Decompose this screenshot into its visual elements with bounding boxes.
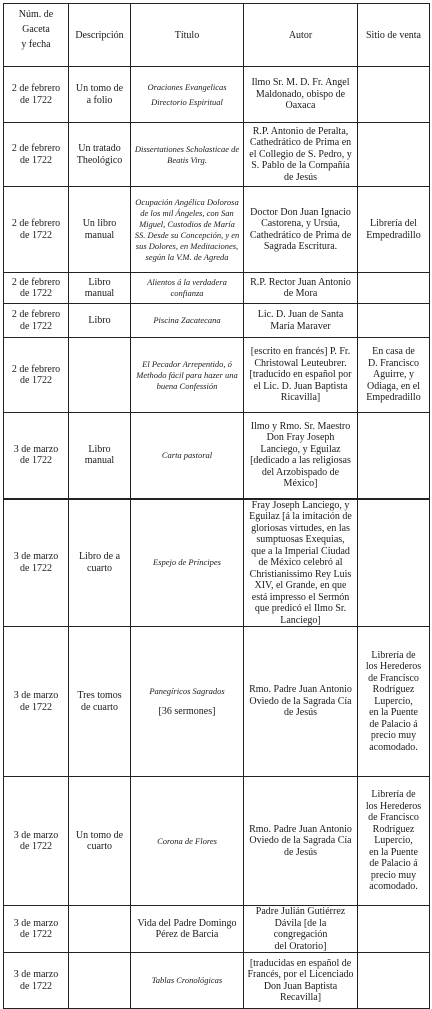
cell-description (69, 67, 131, 123)
table-row (4, 906, 430, 953)
cell-line: Cathedrático de Prima en (249, 137, 352, 149)
table-row (4, 187, 430, 273)
cell-date (4, 304, 69, 338)
cell-author (244, 304, 358, 338)
cell-line: Directorio Espiritual (151, 96, 223, 107)
cell-venue (358, 273, 430, 304)
cell-description (69, 906, 131, 953)
cell-line: Lic. D. Juan de Santa (257, 309, 344, 320)
cell-line: de los mil Ángeles, con San (140, 207, 234, 218)
cell-title (131, 304, 244, 338)
cell-line: de cuarto (81, 701, 118, 713)
cell-description (69, 627, 131, 777)
header-title: Título (131, 4, 244, 67)
cell-line: Dávila [de la congregación (273, 917, 328, 940)
cell-line: 2 de febrero (11, 309, 61, 320)
header-author: Autor (244, 4, 358, 67)
cell-author (244, 953, 358, 1009)
cell-line: Padre Julián Gutiérrez (255, 906, 346, 917)
cell-line: 2 de febrero (11, 276, 61, 288)
cell-line: María Maraver (270, 320, 331, 332)
cell-line: [escrito en francés] P. Fr. (250, 346, 351, 358)
cell-description (69, 953, 131, 1009)
cell-title (131, 953, 244, 1009)
cell-line: 3 de marzo (13, 443, 59, 455)
cell-line: S. Pablo de la Compañía (251, 160, 350, 172)
table-row (4, 304, 430, 338)
cell-date (4, 627, 69, 777)
cell-line: de 1722 (20, 929, 52, 940)
cell-title (131, 627, 244, 777)
cell-line: Ilmo Sr. M. D. Fr. Angel (251, 77, 350, 89)
cell-line: 2 de febrero (11, 363, 61, 375)
cell-line: Tablas Cronológicas (151, 975, 223, 985)
cell-line: cuarto (87, 841, 112, 852)
cell-line: Librería del (370, 218, 417, 229)
cell-line: D. Francisco (367, 357, 420, 369)
cell-line: Panegíricos Sagrados (149, 685, 225, 696)
cell-line: [dedicado a las religiosas (250, 455, 351, 467)
cell-line: acomodado. (369, 741, 418, 753)
cell-line: Christowal Leuteubrer. (254, 357, 347, 369)
header-date-line: y fecha (21, 39, 51, 50)
cell-line: Fray Joseph Lanciego, y (251, 499, 350, 511)
cell-author (244, 338, 358, 413)
cell-line: Lupercio, (374, 695, 413, 707)
cell-title (131, 777, 244, 906)
cell-title (131, 906, 244, 953)
cell-line: México] (283, 478, 318, 490)
cell-line: manual (84, 229, 115, 241)
cell-line: 2 de febrero (11, 143, 61, 154)
cell-author (244, 777, 358, 906)
cell-date (4, 413, 69, 499)
cell-line: Rmo. Padre Juan Antonio (249, 823, 352, 835)
cell-line: Christianissimo Rey Luis (249, 568, 352, 580)
cell-date (4, 123, 69, 187)
title-note: [36 sermones] (158, 705, 216, 717)
cell-line: Eguilaz [á la imitación de (249, 511, 352, 522)
cell-line: Un tomo de (75, 83, 124, 94)
cell-line: de 1722 (20, 154, 52, 166)
cell-line: Oviedo de la Sagrada Cía (249, 835, 352, 847)
cell-line: [traducidas en español de (249, 957, 352, 969)
header-date-line: Núm. de (18, 9, 54, 20)
cell-line: en la Puente (369, 707, 418, 719)
cell-line: 3 de marzo (13, 551, 59, 563)
cell-line: de Jesús (283, 846, 318, 858)
header-venue: Sitio de venta (358, 4, 430, 67)
cell-description (69, 123, 131, 187)
cell-line: los Herederos (365, 661, 422, 673)
cell-line: el Collegio de S. Pedro, y (249, 148, 352, 160)
cell-line: 3 de marzo (13, 690, 59, 701)
cell-line: Sagrada Escritura. (263, 241, 338, 252)
cell-line: de Francisco (368, 672, 419, 684)
cell-line: de 1722 (20, 980, 52, 992)
cell-title (131, 338, 244, 413)
table-row (4, 273, 430, 304)
cell-line: cuarto (87, 562, 112, 574)
table-row (4, 338, 430, 413)
cell-line: R.P. Rector Juan Antonio (250, 276, 351, 288)
cell-venue (358, 413, 430, 499)
cell-line: de México celebró al (258, 557, 343, 568)
cell-line: Empedradillo (366, 392, 421, 404)
cell-line: según la V.M. de Agreda (145, 251, 229, 262)
cell-line: Libro (88, 443, 111, 455)
cell-venue (358, 187, 430, 273)
cell-line: de 1722 (20, 375, 52, 386)
cell-line: de Mora (283, 288, 318, 299)
cell-line: Doctor Don Juan Ignacio (250, 206, 351, 218)
cell-author (244, 273, 358, 304)
cell-line: 3 de marzo (13, 917, 59, 929)
cell-author (244, 627, 358, 777)
cell-line: Oraciones Evangelicas (147, 81, 227, 92)
cell-description (69, 499, 131, 627)
cell-venue (358, 627, 430, 777)
cell-title (131, 123, 244, 187)
cell-line: de 1722 (20, 94, 52, 106)
cell-description (69, 338, 131, 413)
cell-date (4, 187, 69, 273)
cell-line: de Palacio á (369, 718, 418, 730)
cell-author (244, 499, 358, 627)
table-row (4, 499, 430, 627)
cell-line: Rodríguez (372, 684, 415, 696)
cell-line: que a la Imperial Ciudad (251, 545, 350, 557)
cell-line: Ocupación Angélica Dolorosa (135, 196, 239, 207)
cell-line: en la Puente (369, 846, 418, 858)
cell-line: Librería de (371, 649, 416, 661)
cell-line: SS. Desde su Concepción, y en (134, 229, 240, 240)
table-row (4, 953, 430, 1009)
cell-line: que predicó el Ilmo Sr. (254, 603, 347, 614)
table-row (4, 413, 430, 499)
cell-line: de 1722 (20, 841, 52, 852)
cell-line: precio muy (370, 730, 417, 742)
cell-author (244, 67, 358, 123)
cell-line: los Herederos (365, 800, 422, 812)
cell-line: Alientos á la verdadera (147, 277, 227, 287)
table-row (4, 627, 430, 777)
cell-venue (358, 953, 430, 1009)
cell-description (69, 187, 131, 273)
cell-line: Francés, por el Licenciado (247, 969, 354, 980)
cell-line: Libro (88, 314, 111, 326)
cell-line: de 1722 (20, 320, 52, 332)
cell-description (69, 413, 131, 499)
cell-line: Rmo. Padre Juan Antonio (249, 684, 352, 696)
header-date-line: Gaceta (22, 24, 50, 35)
cell-line: de Palacio á (369, 858, 418, 870)
cell-line: buena Confessión (156, 380, 218, 391)
cell-date (4, 499, 69, 627)
cell-author (244, 187, 358, 273)
cell-line: Un libro (82, 218, 117, 229)
cell-line: de 1722 (20, 288, 52, 299)
cell-venue (358, 338, 430, 413)
cell-line: Dissertationes Scholasticae de (134, 143, 240, 154)
cell-date (4, 953, 69, 1009)
cell-line: Maldonado, obispo de (255, 88, 346, 100)
cell-title (131, 187, 244, 273)
cell-line: el Lic. D. Juan Baptista (253, 380, 348, 392)
cell-line: sus Dolores, en Meditaciones, (135, 240, 239, 251)
cell-line: precio muy (370, 869, 417, 881)
cell-title (131, 273, 244, 304)
cell-line: está impresso el Sermón (251, 591, 350, 603)
cell-line: sumptuosas Exequias, (256, 534, 345, 545)
cell-author (244, 413, 358, 499)
cell-line: manual (84, 455, 115, 467)
cell-line: del Arzobispado de (261, 466, 340, 478)
cell-title (131, 499, 244, 627)
cell-description (69, 304, 131, 338)
cell-line: Libro (88, 276, 111, 288)
cell-line: Un tomo de (75, 829, 124, 841)
cell-line: 3 de marzo (13, 829, 59, 841)
cell-line: acomodado. (369, 881, 418, 893)
cell-line: Libro de a (78, 551, 121, 563)
cell-date (4, 777, 69, 906)
cell-line: Beatis Virg. (167, 154, 207, 165)
cell-author (244, 123, 358, 187)
table-body (4, 67, 430, 1009)
cell-line: manual (84, 288, 115, 299)
cell-line: Miguel, Custodios de María (139, 218, 235, 229)
cell-line: Theológico (76, 154, 123, 166)
cell-line: de 1722 (20, 229, 52, 241)
cell-line: Ilmo y Rmo. Sr. Maestro (250, 420, 351, 432)
cell-line: Piscina Zacatecana (153, 315, 221, 325)
cell-description (69, 777, 131, 906)
cell-venue (358, 304, 430, 338)
table-row (4, 67, 430, 123)
header-description: Descripción (69, 4, 131, 67)
cell-line: Lanciego] (280, 614, 321, 626)
cell-line: Empedradillo (366, 229, 421, 241)
cell-line: Oaxaca (285, 100, 316, 112)
cell-line: de Francisco (368, 812, 419, 824)
cell-line: Aguirre, y (372, 369, 415, 381)
cell-line: Don Juan Baptista (263, 980, 338, 992)
title-spacer (134, 697, 240, 706)
cell-venue (358, 67, 430, 123)
cell-line: [traducido en español por (249, 369, 352, 381)
cell-line: de 1722 (20, 455, 52, 467)
cell-line: Pérez de Barcia (155, 929, 219, 940)
cell-line: Don Fray Joseph (266, 432, 335, 444)
cell-venue (358, 906, 430, 953)
cell-title (131, 413, 244, 499)
cell-line: a folio (86, 94, 113, 106)
cell-line: Lanciego, y Eguilaz (260, 443, 341, 455)
cell-date (4, 67, 69, 123)
table-row (4, 777, 430, 906)
cell-line: Espejo de Príncipes (153, 557, 221, 568)
cell-author (244, 906, 358, 953)
cell-line: Carta pastoral (161, 449, 213, 460)
header-row (4, 4, 430, 67)
table-row (4, 123, 430, 187)
cell-line: Methodo fácil para hazer una (136, 369, 238, 380)
cell-line: XIV, el Grande, en que (254, 580, 347, 591)
cell-description (69, 273, 131, 304)
cell-venue (358, 777, 430, 906)
cell-line: de Jesús (283, 171, 318, 183)
header-date (4, 4, 69, 67)
cell-line: 3 de marzo (13, 969, 59, 980)
gazette-books-table (3, 3, 430, 1009)
cell-line: Odiaga, en el (366, 380, 421, 392)
cell-line: Castorena, y Ursúa, (261, 218, 340, 229)
cell-line: de Jesús (283, 707, 318, 719)
cell-line: Oviedo de la Sagrada Cía (249, 695, 352, 707)
cell-line: Un tratado (78, 143, 121, 154)
cell-line: Cathedrático de Prima de (249, 229, 352, 241)
cell-line: Corona de Flores (157, 835, 217, 846)
cell-line: gloriosas virtudes, en las (251, 522, 350, 534)
cell-line: confianza (170, 288, 204, 298)
cell-line: de 1722 (20, 701, 52, 713)
cell-line: de 1722 (20, 562, 52, 574)
cell-line: Rodríguez (372, 823, 415, 835)
cell-title (131, 67, 244, 123)
cell-line: R.P. Antonio de Peralta, (252, 125, 349, 137)
cell-line: Ricavilla] (280, 392, 321, 404)
cell-line: Librería de (371, 789, 416, 801)
cell-line: del Oratorio] (274, 940, 327, 952)
cell-venue (358, 499, 430, 627)
cell-venue (358, 123, 430, 187)
cell-line: En casa de (372, 346, 415, 358)
cell-line: Lupercio, (374, 835, 413, 847)
cell-line: Recavilla] (279, 992, 322, 1003)
cell-line: 2 de febrero (11, 83, 61, 94)
cell-date (4, 906, 69, 953)
cell-line: 2 de febrero (11, 218, 61, 229)
cell-line: Vida del Padre Domingo (137, 917, 237, 929)
cell-line: El Pecador Arrepentido, ó (142, 358, 232, 369)
cell-date (4, 273, 69, 304)
cell-date (4, 338, 69, 413)
cell-line: Tres tomos (77, 690, 122, 701)
